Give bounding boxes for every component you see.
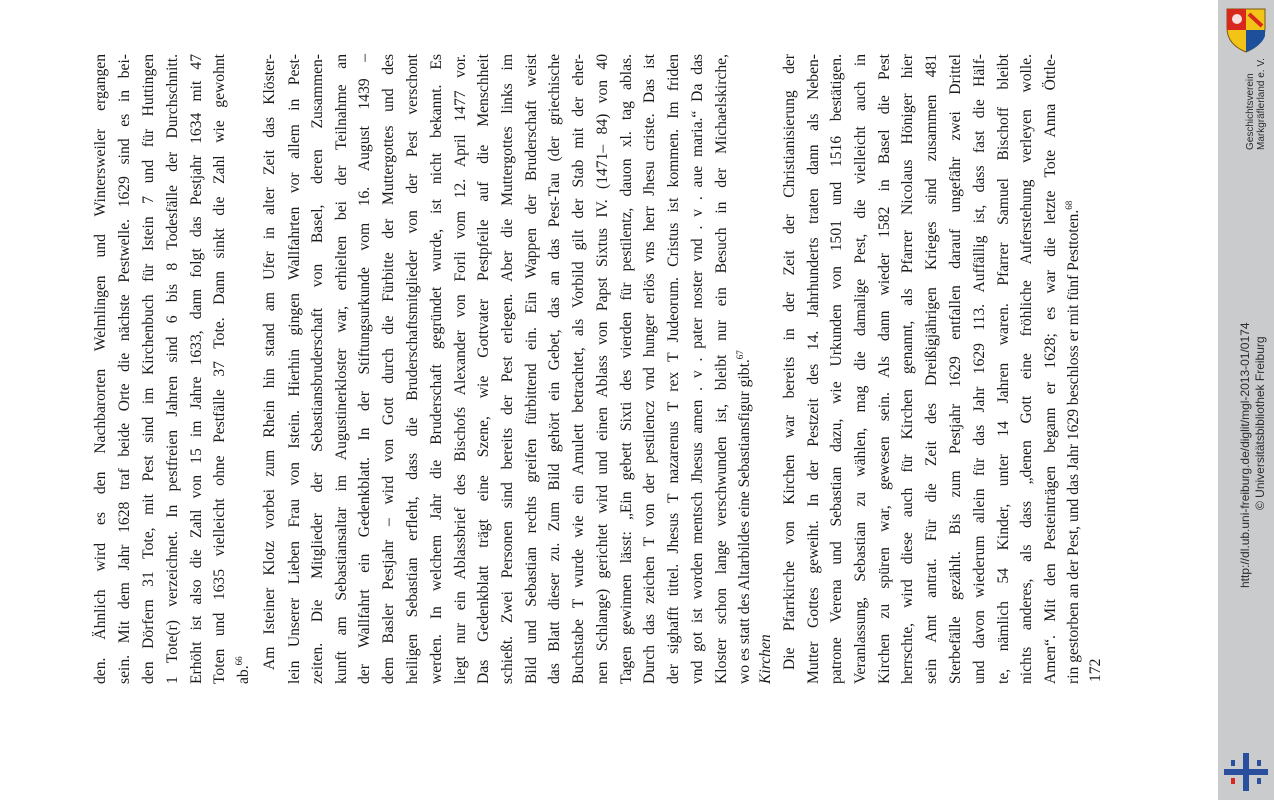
body-text-line: den. Ähnlich wird es den Nachbarorten Welmlingen und Wintersweiler ergangen [92, 54, 109, 684]
body-text-line: Das Gedenkblatt trägt eine Szene, wie Gottvater Pestpfeile auf die Menschheit [475, 54, 492, 684]
body-text-line: Tagen gewinnen lässt: „Ein gebett Sixti des vierden für pestilentz, dauon xl. tag ablas. [618, 54, 635, 684]
body-text-line: herrschte, wird diese auch für Kirchen genannt, als Pfarrer Nicolaus Höniger hier [899, 54, 916, 684]
footnote-reference: 67 [735, 350, 745, 360]
body-text-line: Am Isteiner Klotz vorbei zum Rhein hin stand am Ufer in alter Zeit das Klöster- [261, 54, 278, 670]
body-text-line: rin gestorben an der Pest, und das Jahr 1629 beschloss er mit fünf Pesttoten.$^{68}$ [1064, 200, 1082, 684]
body-text-line: wo es statt des Altarbildes eine Sebastiansfigur gibt.$^{67}$ [735, 350, 753, 684]
body-text-line: sein Amt antrat. Für die Zeit des Dreißigjährigen Krieges sind zusammen 481 [923, 54, 940, 684]
body-text-line: nichts anderes, als dass „denen Gott eine fröhliche Auferstehung verleyen wolle. [1018, 54, 1035, 684]
body-text-line: heiligen Sebastian erfleht, dass die Bruderschaftsmitglieder von der Pest verschont [404, 54, 421, 684]
body-text-line: der sighafft tittel. Jhesus T nazarenus T rex T Judeorum. Cristus ist kommen. Im friden [665, 54, 682, 684]
body-text-line: vnd got ist worden mentsch Jhesus amen . v . pater noster vnd . v . aue maria.“ Da das [689, 54, 706, 684]
body-text-line: Kloster schon lange verschwunden ist, bleibt nur ein Besuch in der Michaelskirche, [713, 54, 730, 684]
body-text-line: nen Schlange) gerichtet wird und einen Ablass von Papst Sixtus IV. (1471– 84) von 40 [594, 54, 611, 684]
body-text-line: Amen“. Mit den Pesteinträgen begann er 1628; es war die letzte Tote Anna Öttle- [1042, 54, 1059, 684]
section-heading: Kirchen [757, 634, 774, 684]
copyright-notice: © Universitätsbibliothek Freiburg [1253, 336, 1267, 510]
body-text-line: das Blatt dieser zu. Zum Bild gehört ein Gebet, das an das Pest-Tau (der griechische [546, 54, 563, 684]
body-text-line: schießt. Zwei Personen sind bereits der Pest erlegen. Aber die Muttergottes links im [499, 54, 516, 684]
body-text-line: kunft am Sebastiansaltar im Augustinerkloster war, erhielten bei der Teilnahme an [333, 54, 350, 684]
body-text-line: ab.$^{66}$ [234, 656, 252, 684]
society-name-line2: Markgräflerland e. V. [1256, 58, 1267, 150]
body-text-line: und davon wiederum allein für das Jahr 1629 113. Auffällig ist, dass fast die Hälf- [971, 54, 988, 684]
society-name-line1: Geschichtsverein [1245, 73, 1256, 150]
body-text-line: dem Basler Pestjahr – wird von Gott durch die Fürbitte der Muttergottes und des [380, 54, 397, 684]
body-text-line: den Dörfern 31 Tote, mit Pest sind im Kirchenbuch für Istein 7 und für Huttingen [140, 54, 157, 684]
body-text-line: sein. Mit dem Jahr 1628 traf beide Orte die nächste Pestwelle. 1629 sind es in bei- [116, 54, 133, 684]
body-text-line: Bild und Sebastian rechts greifen fürbittend ein. Ein Wappen der Bruderschaft weist [523, 54, 540, 684]
body-text-line: Veranlassung, Sebastian zu wählen, mag die damalige Pest, die vielleicht auch in [852, 54, 869, 684]
body-text-line: patrone Verena und Sebastian dazu, wie Urkunden von 1501 und 1516 bestätigen. [828, 54, 845, 684]
body-text-line: Buchstabe T wurde wie ein Amulett betrachtet, als Vorbild gilt der Stab mit der eher- [570, 54, 587, 684]
body-text-line: lein Unserer Lieben Frau von Istein. Hierhin gingen Wallfahrten vor allem in Pest- [286, 54, 303, 684]
body-text-line: Erhöht ist also die Zahl von 15 im Jahre 1633, dann folgt das Pestjahr 1634 mit 47 [188, 54, 205, 684]
body-text-line: te, nämlich 54 Kinder, unter 14 Jahren waren. Pfarrer Samuel Bischoff bleibt [995, 54, 1012, 684]
body-text-line: Toten und 1635 vielleicht ohne Pestfälle 37 Tote. Dann sinkt die Zahl wie gewohnt [211, 54, 228, 684]
society-crest-icon [1224, 6, 1268, 54]
body-text-line: der Wallfahrt ein Gedenkblatt. In der Stiftungsurkunde vom 16. August 1439 – [356, 54, 373, 684]
body-text-line: Die Pfarrkirche von Kirchen war bereits in der Zeit der Christianisierung der [781, 54, 798, 670]
ub-freiburg-logo-icon [1223, 748, 1269, 794]
body-text-line: Mutter Gottes geweiht. In der Pestzeit des 14. Jahrhunderts traten dann als Neben- [805, 54, 822, 684]
body-text-line: liegt nur ein Ablassbrief des Bischofs Alexander von Forli vom 12. April 1477 vor. [452, 54, 469, 684]
body-text-line: werden. In welchem Jahr die Bruderschaft gegründet wurde, ist nicht bekannt. Es [428, 54, 445, 684]
footnote-reference: 68 [1064, 200, 1074, 210]
body-text-line: Durch das zeichen T von der pestilencz vnd hunger erlös vns herr Jhesu criste. Das ist [641, 54, 658, 684]
page-number: 172 [1087, 658, 1104, 682]
viewer-sidebar [1218, 0, 1274, 800]
body-text-line: Sterbefälle gezählt. Bis zum Pestjahr 1629 entfallen darauf ungefähr zwei Drittel [947, 54, 964, 684]
body-text-line: 1 Tote(r) verzeichnet. In pestfreien Jahren sind 6 bis 8 Todesfälle der Durchschnitt. [164, 54, 181, 684]
body-text-line: Kirchen zu spüren war, gewesen sein. Als dann wieder 1582 in Basel die Pest [876, 54, 893, 684]
body-text-line: zeiten. Die Mitglieder der Sebastiansbruderschaft von Basel, deren Zusammen- [309, 54, 326, 684]
digitization-url: http://dl.ub.uni-freiburg.de/diglit/mgl-2013-01/0174 [1238, 322, 1252, 588]
footnote-reference: 66 [234, 656, 244, 666]
